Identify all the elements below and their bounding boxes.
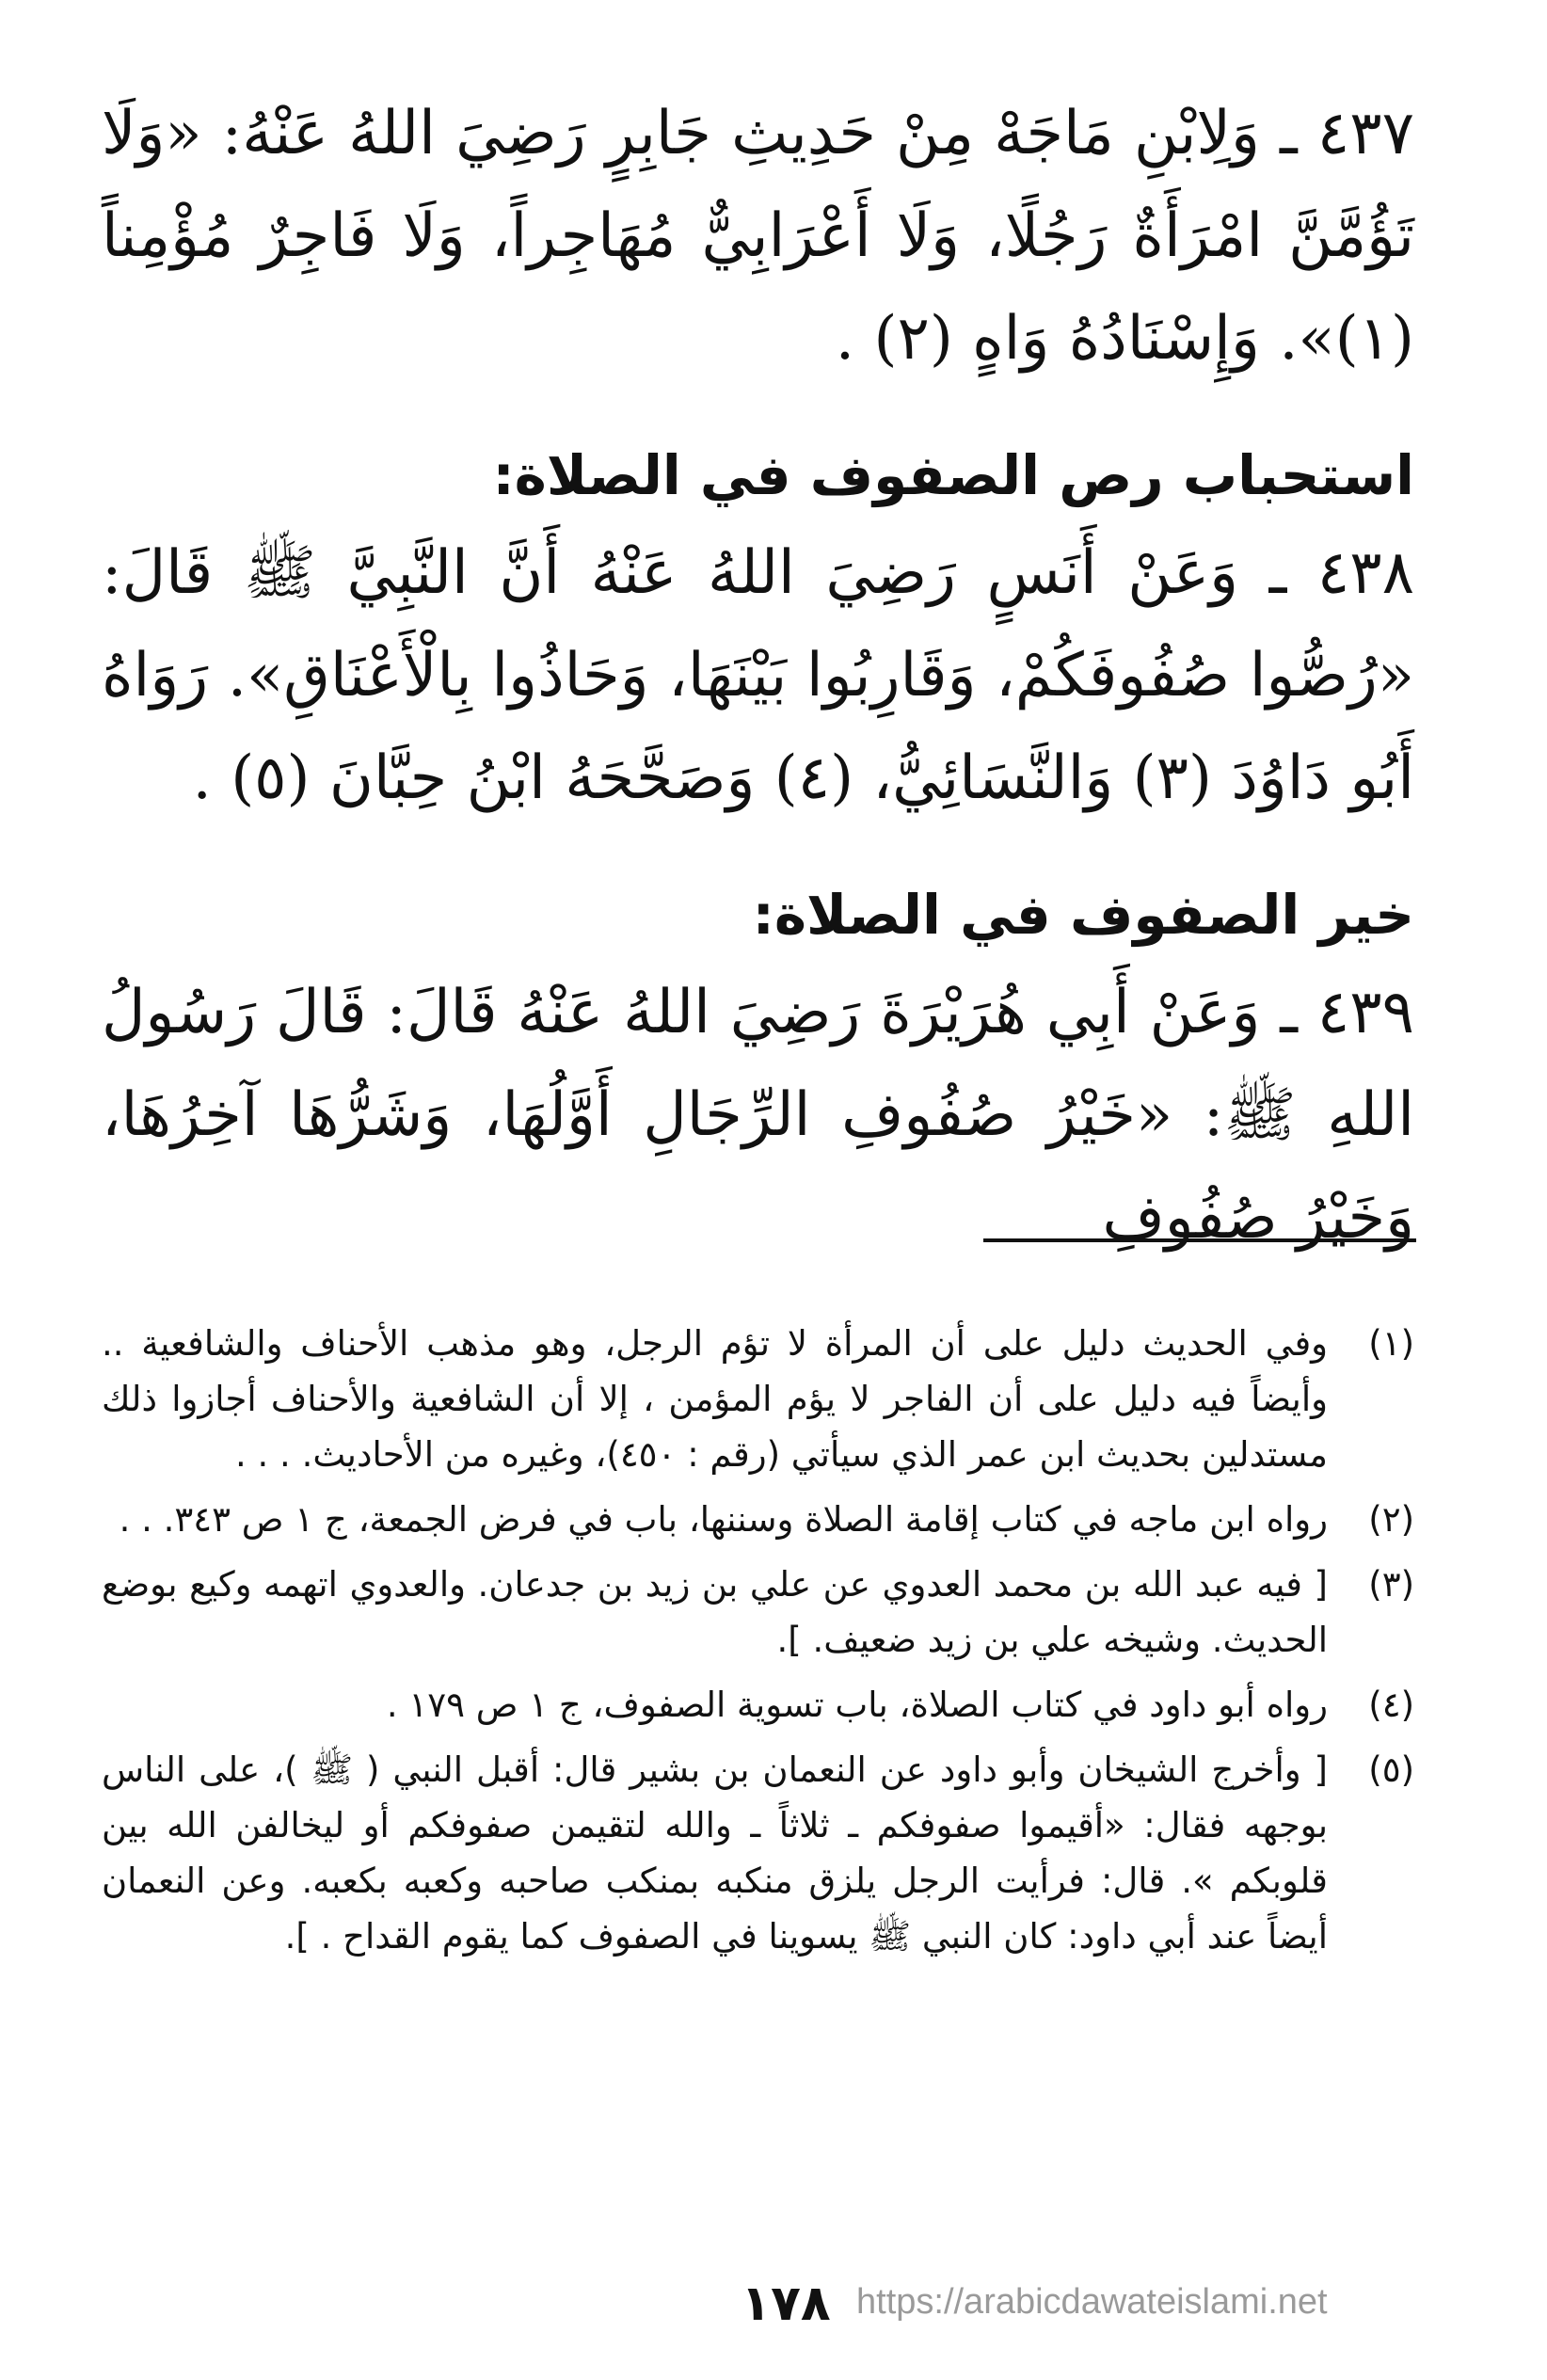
footnote-text: وفي الحديث دليل على أن المرأة لا تؤم الرجل، وهو مذهب الأحناف والشافعية .. وأيضاً فيه دليل على أن الفاجر لا يؤم المؤمن ، إلا أن الشافعية والأحناف أجازوا ذلك مستدلين بحديث ابن عمر الذي سيأتي (رقم : ٤٥٠)، وغيره من الأحاديث. . . . [102,1323,1328,1475]
footnotes [102,1316,1414,1973]
spacer [102,830,1414,868]
footnote-separator [983,1238,1416,1242]
section-heading-best-rows: خير الصفوف في الصلاة: [752,883,1414,947]
watermark-url: https://arabicdawateislami.net [856,2282,1328,2322]
footnote-marker: (٣) [1368,1564,1414,1605]
footnote-marker: (١) [1368,1323,1414,1364]
section-heading-straightening-rows: استحباب رص الصفوف في الصلاة: [492,443,1414,507]
footnote-3 [102,1557,1414,1668]
footnote-marker: (٢) [1368,1499,1414,1540]
hadith-437: ٤٣٧ ـ وَلِابْنِ مَاجَهْ مِنْ حَدِيثِ جَابِرٍ رَضِيَ اللهُ عَنْهُ: «وَلَا تَؤُمَّنَّ امْرَأَةٌ رَجُلًا، وَلَا أَعْرَابِيٌّ مُهَاجِراً، وَلَا فَاجِرٌ مُؤْمِناً (١)». وَإِسْنَادُهُ وَاهٍ (٢) . [102,99,1414,374]
footnote-5 [102,1742,1414,1964]
spacer [102,391,1414,428]
footnote-text: رواه أبو داود في كتاب الصلاة، باب تسوية الصفوف، ج ١ ص ١٧٩ . [386,1685,1328,1725]
footnote-4 [102,1677,1414,1733]
main-text-block [102,83,1414,1270]
hadith-438: ٤٣٨ ـ وَعَنْ أَنَسٍ رَضِيَ اللهُ عَنْهُ أَنَّ النَّبِيَّ ﷺ قَالَ: «رُصُّوا صُفُوفَكُمْ، وَقَارِبُوا بَيْنَهَا، وَحَاذُوا بِالْأَعْنَاقِ». رَوَاهُ أَبُو دَاوُدَ (٣) وَالنَّسَائِيُّ، (٤) وَصَحَّحَهُ ابْنُ حِبَّانَ (٥) . [102,538,1414,813]
footnote-1 [102,1316,1414,1482]
hadith-439: ٤٣٩ ـ وَعَنْ أَبِي هُرَيْرَةَ رَضِيَ اللهُ عَنْهُ قَالَ: قَالَ رَسُولُ اللهِ ﷺ: «خَيْرُ صُفُوفِ الرِّجَالِ أَوَّلُهَا، وَشَرُّهَا آخِرُهَا، وَخَيْرُ صُفُوفِ [102,978,1414,1253]
footnote-marker: (٤) [1368,1685,1414,1725]
footnote-text: [ فيه عبد الله بن محمد العدوي عن علي بن زيد بن جدعان. والعدوي اتهمه وكيع بوضع الحديث. وشيخه علي بن زيد ضعيف. ]. [102,1564,1328,1660]
footnote-marker: (٥) [1368,1749,1414,1790]
footnote-text: رواه ابن ماجه في كتاب إقامة الصلاة وسننها، باب في فرض الجمعة، ج ١ ص ٣٤٣. . . [119,1499,1328,1540]
footnote-2 [102,1492,1414,1547]
footnote-text: [ وأخرج الشيخان وأبو داود عن النعمان بن بشير قال: أقبل النبي ( ﷺ )، على الناس بوجهه فقال: «أقيموا صفوفكم ـ ثلاثاً ـ والله لتقيمن صفوفكم أو ليخالفن الله بين قلوبكم ». قال: فرأيت الرجل يلزق منكبه بمنكب صاحبه وكعبه بكعبه. وعن النعمان أيضاً عند أبي داود: كان النبي ﷺ يسوينا في الصفوف كما يقوم القداح . ]. [102,1749,1328,1957]
page-number: ١٧٨ [741,2276,831,2332]
